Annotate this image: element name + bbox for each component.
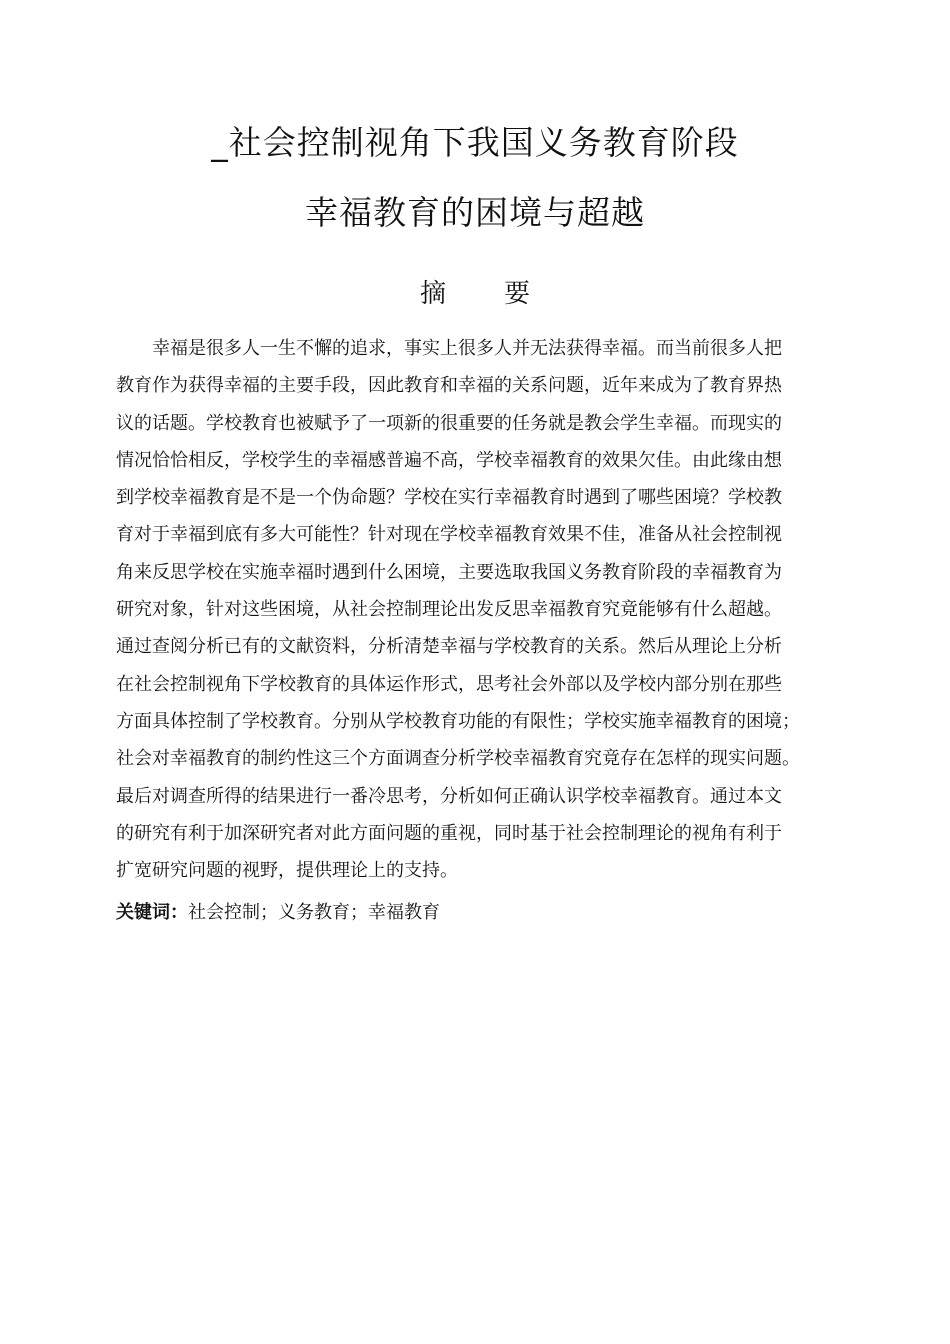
keywords-label: 关键词： (116, 902, 188, 923)
abstract-heading-char-1: 摘 (419, 279, 446, 309)
abstract-line: 在社会控制视角下学校教育的具体运作形式，思考社会外部以及学校内部分别在那些 (116, 673, 782, 695)
abstract-line: 社会对幸福教育的制约性这三个方面调查分析学校幸福教育究竟存在怎样的现实问题。 (116, 748, 800, 770)
abstract-line: 育对于幸福到底有多大可能性？针对现在学校幸福教育效果不佳，准备从社会控制视 (116, 524, 782, 546)
keywords-value: 社会控制；义务教育；幸福教育 (188, 902, 440, 923)
abstract-line: 情况恰恰相反，学校学生的幸福感普遍不高，学校幸福教育的效果欠佳。由此缘由想 (116, 449, 782, 471)
abstract-line: 议的话题。学校教育也被赋予了一项新的很重要的任务就是教会学生幸福。而现实的 (116, 412, 782, 434)
abstract-line: 教育作为获得幸福的主要手段，因此教育和幸福的关系问题，近年来成为了教育界热 (116, 375, 782, 397)
abstract-heading (0, 278, 950, 310)
abstract-line: 最后对调查所得的结果进行一番冷思考，分析如何正确认识学校幸福教育。通过本文 (116, 785, 782, 807)
abstract-line: 角来反思学校在实施幸福时遇到什么困境，主要选取我国义务教育阶段的幸福教育为 (116, 561, 782, 583)
abstract-line: 扩宽研究问题的视野，提供理论上的支持。 (116, 860, 458, 882)
abstract-line: 到学校幸福教育是不是一个伪命题？学校在实行幸福教育时遇到了哪些困境？学校教 (116, 487, 782, 509)
title-line-1: _社会控制视角下我国义务教育阶段 (211, 123, 739, 162)
abstract-line: 方面具体控制了学校教育。分别从学校教育功能的有限性；学校实施幸福教育的困境； (116, 710, 800, 732)
keywords (116, 897, 440, 929)
title-line-2: 幸福教育的困境与超越 (305, 193, 645, 232)
abstract-heading-char-2: 要 (504, 279, 531, 309)
abstract-line: 幸福是很多人一生不懈的追求，事实上很多人并无法获得幸福。而当前很多人把 (152, 338, 782, 359)
abstract-line: 通过查阅分析已有的文献资料，分析清楚幸福与学校教育的关系。然后从理论上分析 (116, 636, 782, 658)
abstract-line: 研究对象，针对这些困境，从社会控制理论出发反思幸福教育究竟能够有什么超越。 (116, 599, 782, 621)
abstract-line: 的研究有利于加深研究者对此方面问题的重视，同时基于社会控制理论的视角有利于 (116, 822, 782, 844)
abstract-body (116, 330, 856, 889)
